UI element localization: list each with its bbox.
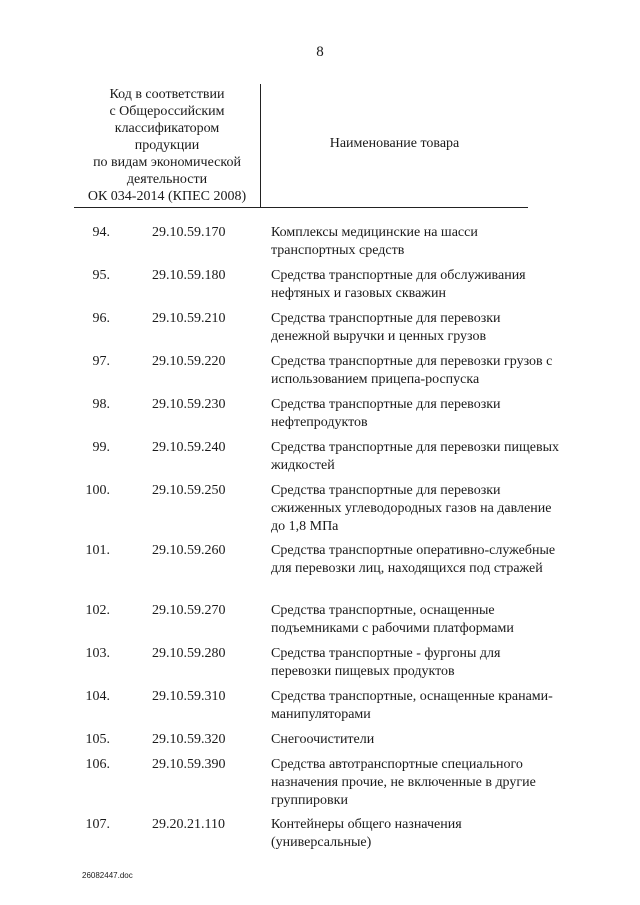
row-number: 97. <box>92 354 110 369</box>
row-code: 29.10.59.170 <box>152 225 226 240</box>
row-number: 100. <box>85 483 110 498</box>
row-code: 29.10.59.310 <box>152 689 226 704</box>
table-row <box>0 816 640 852</box>
row-number: 95. <box>92 268 110 283</box>
row-code: 29.10.59.230 <box>152 397 226 412</box>
code-header-line: с Общероссийским <box>109 104 225 119</box>
table-row <box>0 645 640 681</box>
row-code: 29.10.59.270 <box>152 603 226 618</box>
row-product-name: Средства транспортные, оснащенные подъемниками с рабочими платформами <box>271 603 514 636</box>
code-column-header <box>74 86 260 205</box>
row-code: 29.10.59.210 <box>152 311 226 326</box>
code-header-line: Код в соответствии <box>109 87 225 102</box>
row-product-name: Средства автотранспортные специального назначения прочие, не включенные в другие группировки <box>271 757 536 808</box>
row-code: 29.10.59.260 <box>152 543 226 558</box>
document-filename: 26082447.doc <box>82 871 133 880</box>
row-product-name: Средства транспортные для перевозки нефтепродуктов <box>271 397 501 430</box>
table-row <box>0 731 640 749</box>
table-row <box>0 353 640 389</box>
code-header-line: продукции <box>134 138 200 153</box>
table-row <box>0 310 640 346</box>
table-header <box>74 84 528 208</box>
row-code: 29.10.59.320 <box>152 732 226 747</box>
table-row <box>0 267 640 303</box>
row-code: 29.10.59.180 <box>152 268 226 283</box>
table-row <box>0 602 640 638</box>
row-code: 29.20.21.110 <box>152 817 225 832</box>
table-row <box>0 688 640 724</box>
row-code: 29.10.59.250 <box>152 483 226 498</box>
row-product-name: Средства транспортные для обслуживания нефтяных и газовых скважин <box>271 268 526 301</box>
row-number: 101. <box>85 543 110 558</box>
table-row <box>0 756 640 810</box>
row-number: 104. <box>85 689 110 704</box>
row-product-name: Комплексы медицинские на шасси транспортных средств <box>271 225 478 258</box>
row-code: 29.10.59.240 <box>152 440 226 455</box>
table-row <box>0 482 640 536</box>
table-row <box>0 439 640 475</box>
name-column-header: Наименование товара <box>329 136 460 151</box>
row-number: 106. <box>85 757 110 772</box>
header-bottom-rule <box>74 207 528 208</box>
code-header-line: по видам экономической <box>93 155 241 170</box>
code-header-line: классификатором <box>114 121 220 136</box>
table-row <box>0 542 640 578</box>
row-product-name: Снегоочистители <box>271 732 375 747</box>
row-code: 29.10.59.390 <box>152 757 226 772</box>
code-header-line: деятельности <box>126 172 208 187</box>
row-product-name: Средства транспортные для перевозки денежной выручки и ценных грузов <box>271 311 501 344</box>
row-code: 29.10.59.280 <box>152 646 226 661</box>
row-code: 29.10.59.220 <box>152 354 226 369</box>
table-row <box>0 224 640 260</box>
page-number: 8 <box>316 44 324 60</box>
row-number: 107. <box>85 817 110 832</box>
row-number: 98. <box>92 397 110 412</box>
row-product-name: Средства транспортные - фургоны для перевозки пищевых продуктов <box>271 646 501 679</box>
row-number: 105. <box>85 732 110 747</box>
row-number: 99. <box>92 440 110 455</box>
row-product-name: Средства транспортные для перевозки грузов с использованием прицепа-роспуска <box>271 354 553 387</box>
row-number: 102. <box>85 603 110 618</box>
row-number: 103. <box>85 646 110 661</box>
table-row <box>0 396 640 432</box>
row-product-name: Средства транспортные для перевозки пищевых жидкостей <box>271 440 560 473</box>
row-number: 96. <box>92 311 110 326</box>
row-product-name: Средства транспортные оперативно-служебные для перевозки лиц, находящихся под стражей <box>271 543 556 576</box>
row-product-name: Средства транспортные, оснащенные кранами-манипуляторами <box>271 689 553 722</box>
row-product-name: Средства транспортные для перевозки сжиженных углеводородных газов на давление до 1,8 МПа <box>271 483 552 534</box>
row-number: 94. <box>92 225 110 240</box>
row-product-name: Контейнеры общего назначения (универсальные) <box>271 817 462 850</box>
code-header-line: ОК 034-2014 (КПЕС 2008) <box>87 189 247 204</box>
